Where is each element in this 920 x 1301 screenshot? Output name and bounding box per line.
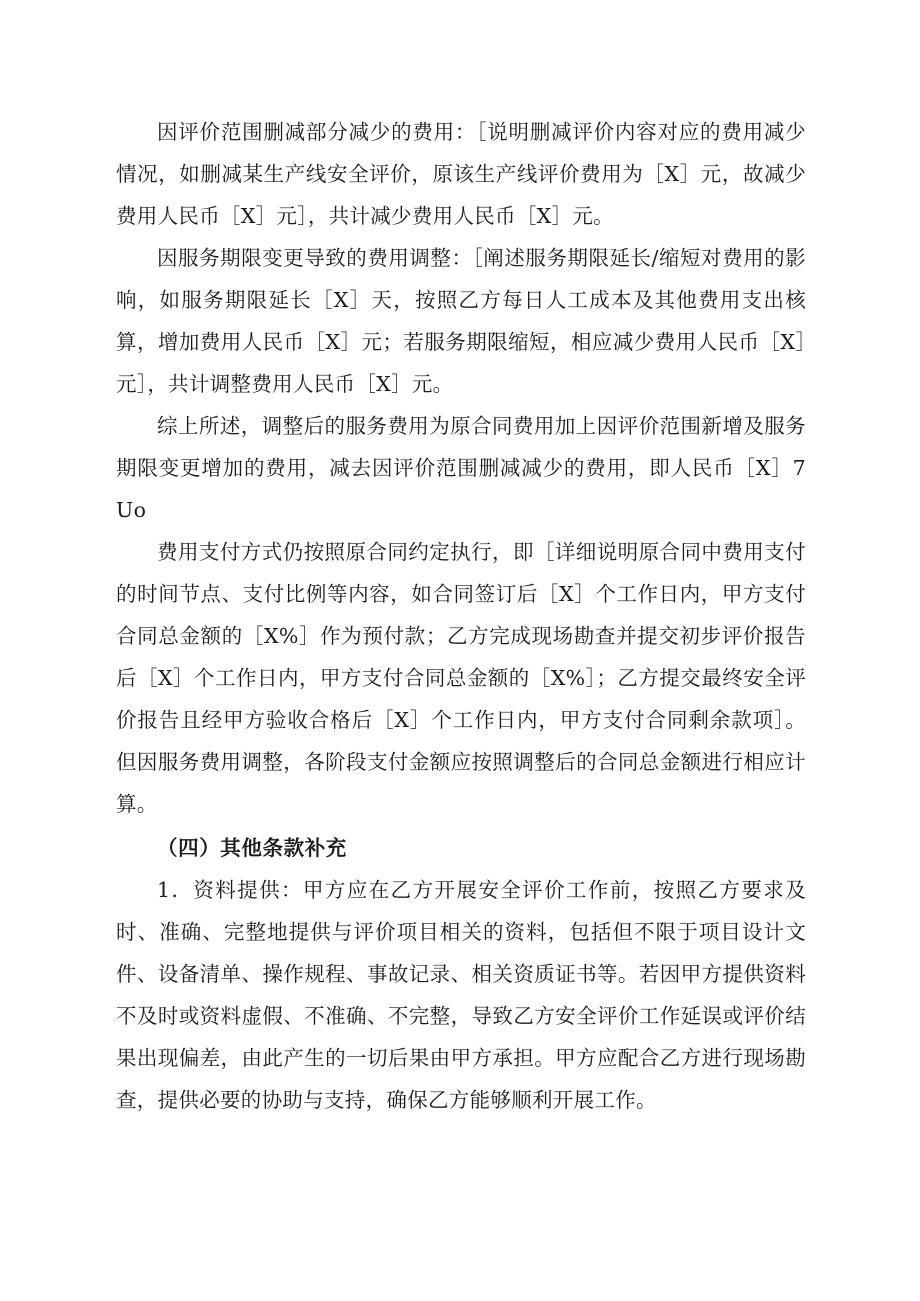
paragraph-fee-reduction: 因评价范围删减部分减少的费用：［说明删减评价内容对应的费用减少情况，如删减某生产线安全评价，原该生产线评价费用为［X］元，故减少费用人民币［X］元］，共计减少费用人民币［X］元。 [116, 120, 806, 228]
paragraph-period-adjustment: 因服务期限变更导致的费用调整：［阐述服务期限延长/缩短对费用的影响，如服务期限延长［X］天，按照乙方每日人工成本及其他费用支出核算，增加费用人民币［X］元；若服务期限缩短，相应减少费用人民币［X］元］，共计调整费用人民币［X］元。 [116, 246, 806, 396]
document-body [116, 111, 806, 1121]
paragraph-summary: 综上所述，调整后的服务费用为原合同费用加上因评价范围新增及服务期限变更增加的费用，减去因评价范围删减减少的费用，即人民币［X］7Uo [116, 414, 806, 522]
paragraph-payment-method: 费用支付方式仍按照原合同约定执行，即［详细说明原合同中费用支付的时间节点、支付比例等内容，如合同签订后［X］个工作日内，甲方支付合同总金额的［X%］作为预付款；乙方完成现场勘查并提交初步评价报告后［X］个工作日内，甲方支付合同总金额的［X%］；乙方提交最终安全评价报告且经甲方验收合格后［X］个工作日内，甲方支付合同剩余款项］。但因服务费用调整，各阶段支付金额应按照调整后的合同总金额进行相应计算。 [116, 540, 806, 816]
section-heading-other-terms: （四）其他条款补充 [157, 836, 347, 860]
paragraph-data-provision: 1．资料提供：甲方应在乙方开展安全评价工作前，按照乙方要求及时、准确、完整地提供与评价项目相关的资料，包括但不限于项目设计文件、设备清单、操作规程、事故记录、相关资质证书等。若因甲方提供资料不及时或资料虚假、不准确、不完整，导致乙方安全评价工作延误或评价结果出现偏差，由此产生的一切后果由甲方承担。甲方应配合乙方进行现场勘查，提供必要的协助与支持，确保乙方能够顺利开展工作。 [116, 878, 806, 1112]
